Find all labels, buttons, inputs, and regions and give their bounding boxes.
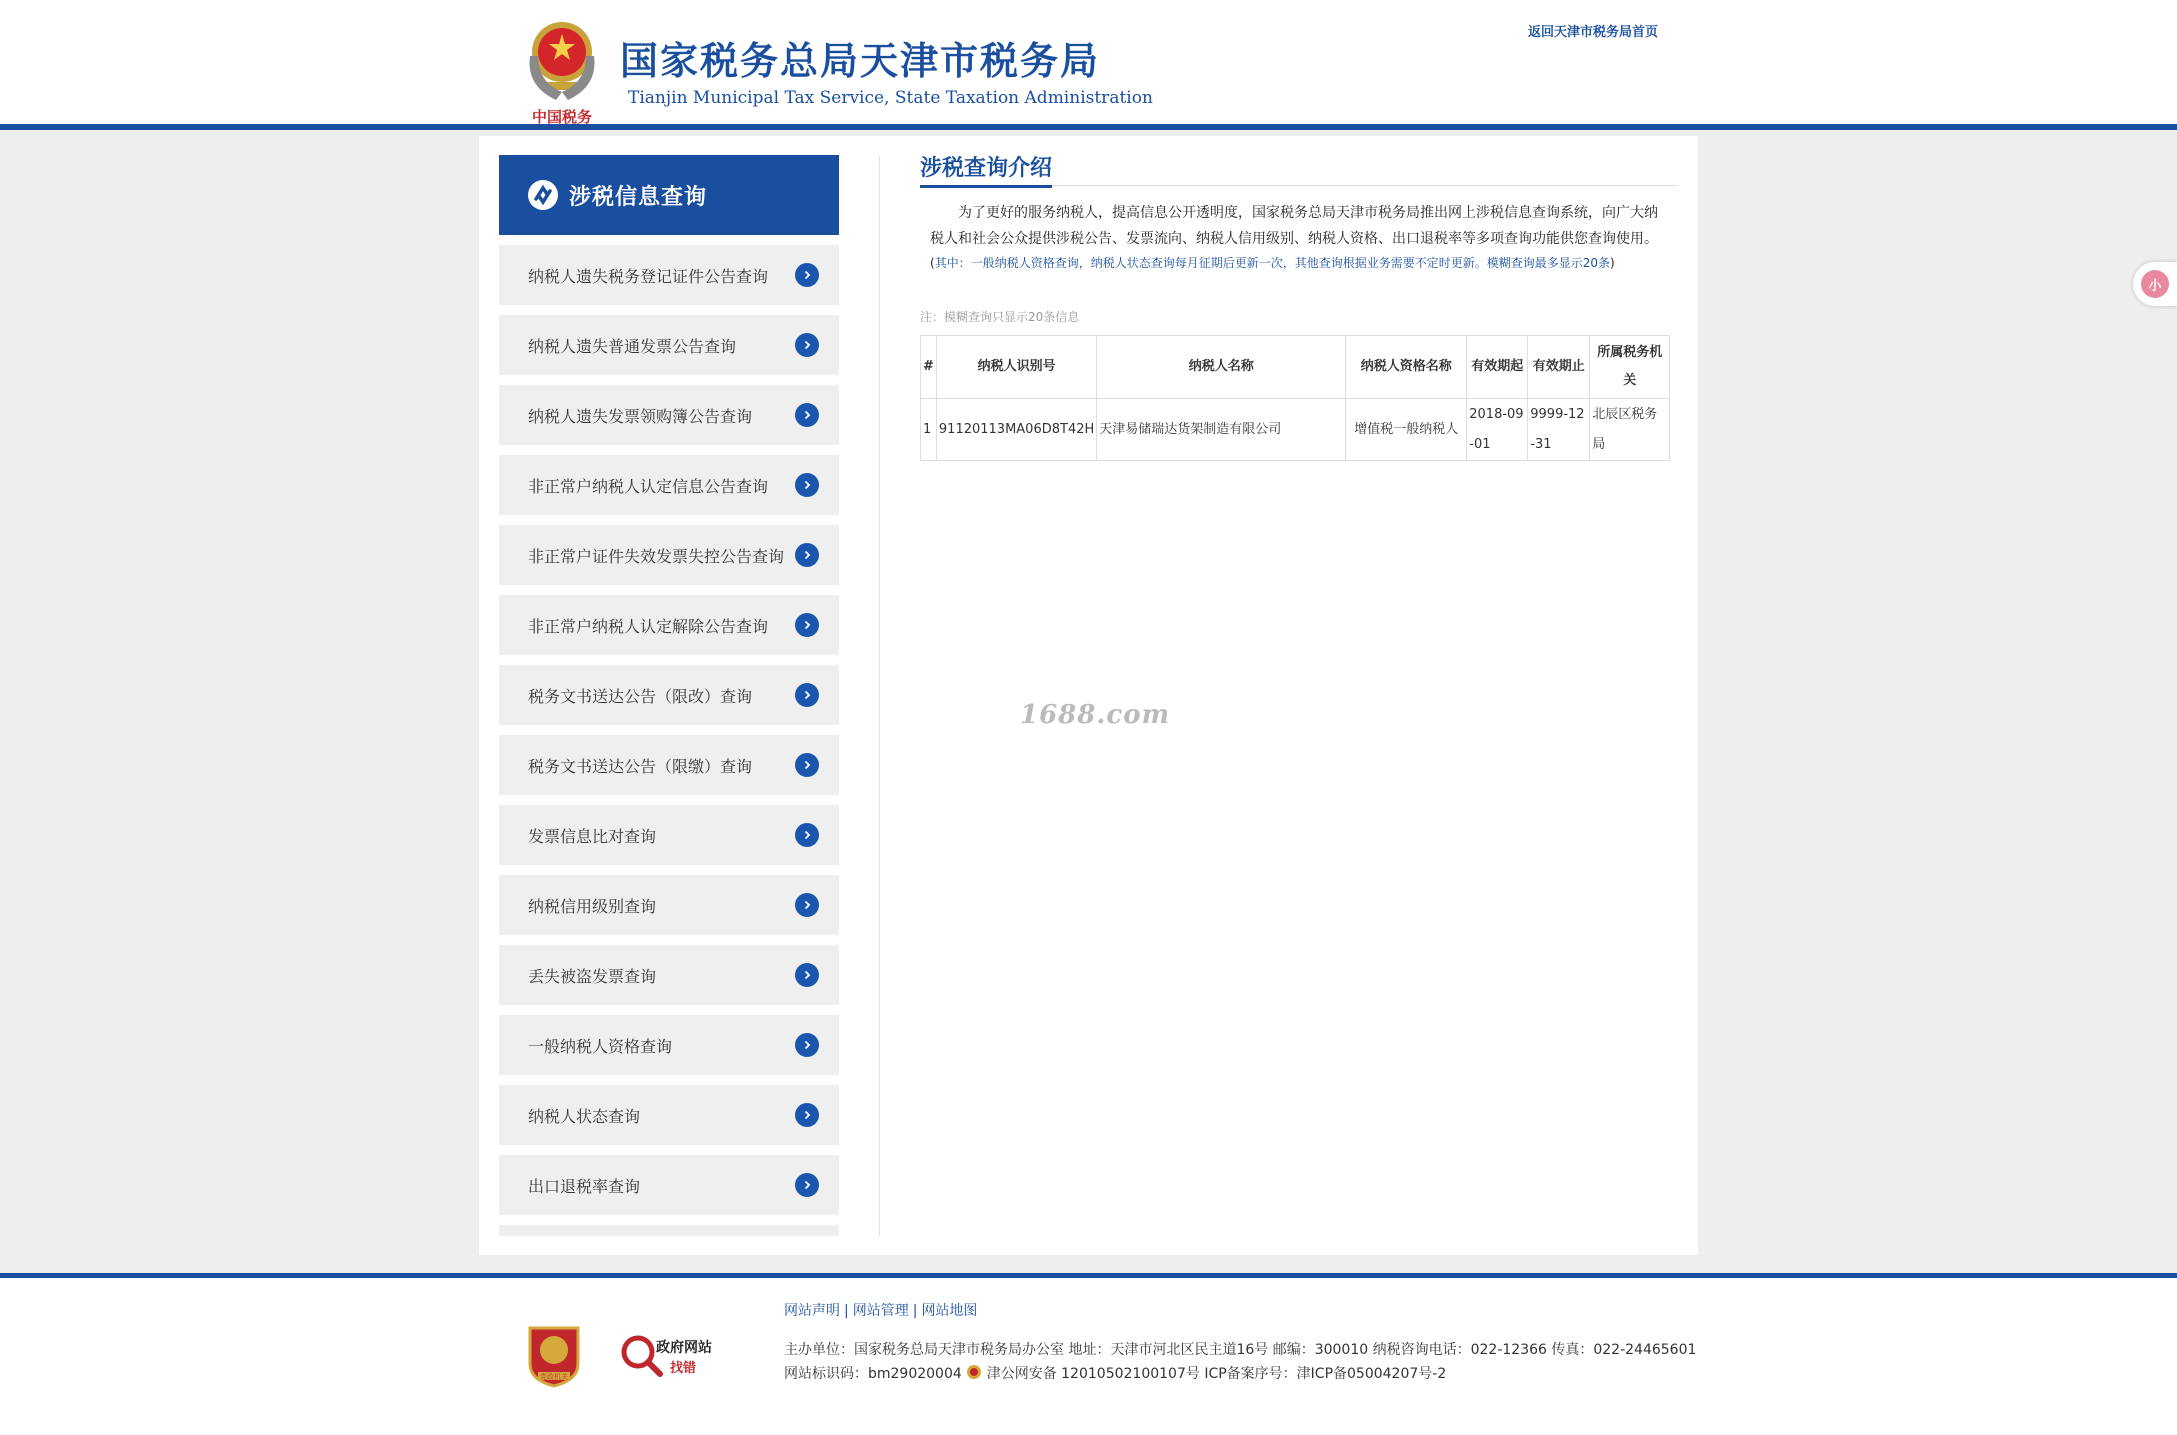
table-header-row	[921, 336, 1670, 399]
svg-text:找错: 找错	[670, 1361, 697, 1376]
footer-police-record[interactable]: 津公网安备 12010502100107号	[986, 1366, 1200, 1382]
intro-note: (其中：一般纳税人资格查询，纳税人状态查询每月征期后更新一次，其他查询根据业务需要不定时更新。模糊查询最多显示20条)	[930, 256, 1615, 270]
sidebar-item[interactable]	[499, 805, 839, 865]
chevron-right-icon	[795, 683, 819, 707]
sidebar-item[interactable]	[499, 665, 839, 725]
chevron-right-icon	[795, 263, 819, 287]
sidebar-item[interactable]	[499, 945, 839, 1005]
footer-host-line: 主办单位：国家税务总局天津市税务局办公室 地址：天津市河北区民主道16号 邮编：300010 纳税咨询电话：022-12366 传真：022-24465601	[784, 1342, 1697, 1358]
site-title: 国家税务总局天津市税务局	[620, 39, 1101, 83]
footer-info	[784, 1338, 1696, 1386]
refresh-icon	[527, 179, 559, 211]
chevron-right-icon	[795, 403, 819, 427]
footer-links: 网站声明 | 网站管理 | 网站地图	[784, 1303, 978, 1319]
sidebar-item-label: 纳税人遗失税务登记证件公告查询	[528, 266, 769, 286]
footer-link-statement[interactable]: 网站声明	[784, 1303, 840, 1319]
sidebar-item[interactable]	[499, 595, 839, 655]
content-area	[920, 156, 1678, 461]
col-tax-office: 所属税务机关	[1590, 336, 1670, 399]
result-table	[920, 335, 1670, 461]
footer-icp[interactable]: ICP备案序号：津ICP备05004207号-2	[1204, 1366, 1447, 1382]
svg-text:党政机关: 党政机关	[540, 1373, 568, 1381]
sidebar-item[interactable]	[499, 1155, 839, 1215]
sidebar-item-label: 非正常户证件失效发票失控公告查询	[528, 546, 785, 566]
sidebar-item[interactable]	[499, 455, 839, 515]
chevron-right-icon	[795, 1033, 819, 1057]
watermark: 1688.com	[1020, 700, 1171, 730]
chevron-right-icon	[795, 963, 819, 987]
sidebar-header	[499, 155, 839, 235]
sidebar-item[interactable]	[499, 1085, 839, 1145]
sidebar-item-label: 出口退税率查询	[528, 1176, 641, 1196]
col-taxpayer-id: 纳税人识别号	[936, 336, 1096, 399]
chevron-right-icon	[795, 473, 819, 497]
svg-text:政府网站: 政府网站	[656, 1340, 712, 1356]
footer-link-management[interactable]: 网站管理	[852, 1303, 909, 1319]
footer-record-line	[784, 1362, 1696, 1386]
cell-index: 1	[921, 399, 937, 461]
sidebar-item-label: 税务文书送达公告（限改）查询	[528, 686, 753, 706]
sidebar	[499, 155, 839, 1236]
cell-valid-to: 9999-12-31	[1528, 399, 1590, 461]
col-valid-from: 有效期起	[1467, 336, 1528, 399]
sidebar-item-label: 纳税信用级别查询	[528, 896, 657, 916]
site-header	[0, 0, 2177, 130]
chevron-right-icon	[795, 613, 819, 637]
table-row	[921, 399, 1670, 461]
sidebar-item[interactable]	[499, 245, 839, 305]
footer-link-sitemap[interactable]: 网站地图	[921, 1303, 978, 1319]
assistant-icon: 小	[2141, 270, 2169, 298]
sidebar-item-label: 纳税人遗失发票领购簿公告查询	[528, 406, 753, 426]
sidebar-item-label: 纳税人遗失普通发票公告查询	[528, 336, 737, 356]
chevron-right-icon	[795, 753, 819, 777]
chevron-right-icon	[795, 1103, 819, 1127]
cell-taxpayer-id: 91120113MA06D8T42H	[936, 399, 1096, 461]
sidebar-menu	[499, 245, 839, 1236]
chevron-right-icon	[795, 893, 819, 917]
sidebar-item[interactable]	[499, 875, 839, 935]
police-badge-icon	[966, 1364, 982, 1380]
main-panel	[479, 136, 1698, 1255]
sidebar-item[interactable]	[499, 315, 839, 375]
sidebar-item-label: 纳税人状态查询	[528, 1106, 641, 1126]
sidebar-item[interactable]	[499, 1015, 839, 1075]
sidebar-title: 涉税信息查询	[569, 184, 708, 210]
sidebar-item[interactable]	[499, 525, 839, 585]
cell-taxpayer-name: 天津易储瑞达货架制造有限公司	[1097, 399, 1346, 461]
chevron-right-icon	[795, 333, 819, 357]
col-qualification: 纳税人资格名称	[1346, 336, 1467, 399]
chevron-right-icon	[795, 543, 819, 567]
sidebar-item-label: 税务文书送达公告（限缴）查询	[528, 756, 753, 776]
content-header	[920, 156, 1678, 186]
cell-tax-office: 北辰区税务局	[1590, 399, 1670, 461]
floating-assistant-button[interactable]	[2133, 262, 2177, 306]
site-footer	[0, 1278, 2177, 1435]
sidebar-item[interactable]	[499, 385, 839, 445]
return-home-link[interactable]: 返回天津市税务局首页	[1528, 25, 1659, 40]
party-government-badge-icon[interactable]	[526, 1324, 582, 1388]
chevron-right-icon	[795, 1173, 819, 1197]
sidebar-item-label: 丢失被盗发票查询	[528, 966, 657, 986]
intro-note-text: 其中：一般纳税人资格查询，纳税人状态查询每月征期后更新一次，其他查询根据业务需要不定时更新。模糊查询最多显示20条	[934, 256, 1610, 270]
intro-text: 为了更好的服务纳税人，提高信息公开透明度，国家税务总局天津市税务局推出网上涉税信息查询系统，向广大纳税人和社会公众提供涉税公告、发票流向、纳税人信用级别、纳税人资格、出口退税率等多项查询功能供您查询使用。	[930, 205, 1658, 247]
column-divider	[879, 156, 880, 1236]
sidebar-item[interactable]	[499, 735, 839, 795]
sidebar-item-label: 非正常户纳税人认定信息公告查询	[528, 476, 769, 496]
footer-site-id: 网站标识码：bm29020004	[784, 1366, 962, 1382]
sidebar-item-label: 一般纳税人资格查询	[528, 1036, 673, 1056]
sidebar-item-label: 发票信息比对查询	[528, 826, 657, 846]
col-taxpayer-name: 纳税人名称	[1097, 336, 1346, 399]
content-title: 涉税查询介绍	[920, 156, 1052, 188]
sidebar-item-partial[interactable]	[499, 1225, 839, 1236]
magnifier-icon	[618, 1332, 728, 1380]
svg-text:中国税务: 中国税务	[531, 108, 593, 126]
cell-qualification: 增值税一般纳税人	[1346, 399, 1467, 461]
site-subtitle: Tianjin Municipal Tax Service, State Taxation Administration	[628, 88, 1153, 108]
cell-valid-from: 2018-09-01	[1467, 399, 1528, 461]
sidebar-item-label: 非正常户纳税人认定解除公告查询	[528, 616, 769, 636]
gov-site-error-report[interactable]	[618, 1332, 728, 1380]
national-emblem-icon	[516, 16, 608, 128]
chevron-right-icon	[795, 823, 819, 847]
fuzzy-query-hint: 注：模糊查询只显示20条信息	[920, 310, 1080, 324]
col-valid-to: 有效期止	[1528, 336, 1590, 399]
col-index: #	[921, 336, 937, 399]
